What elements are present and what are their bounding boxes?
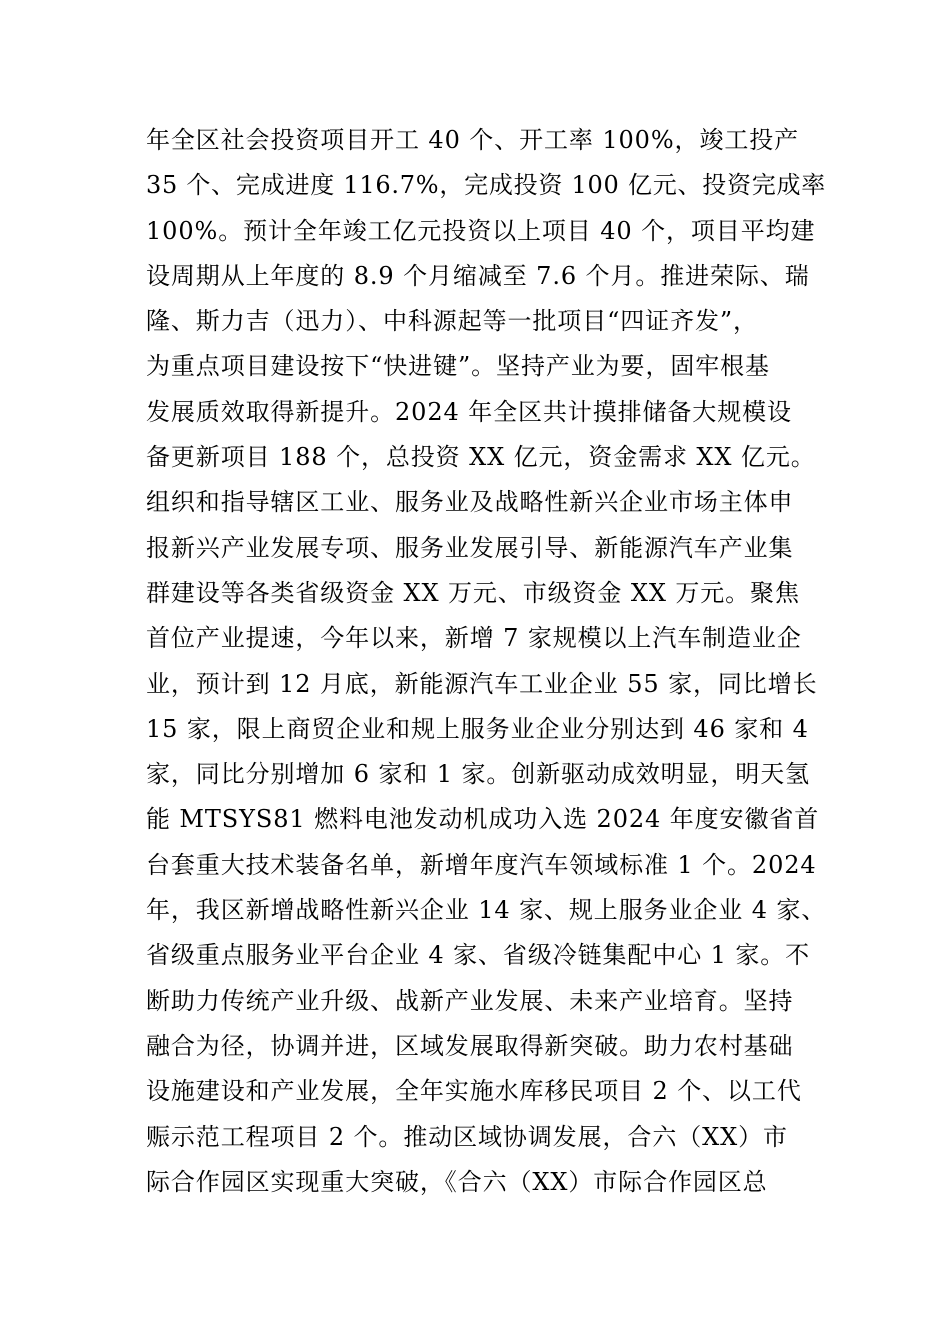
text-line: 省级重点服务业平台企业 4 家、省级冷链集配中心 1 家。不: [146, 941, 811, 970]
text-line: 年全区社会投资项目开工 40 个、开工率 100%，竣工投产: [146, 126, 800, 154]
text-line: 台套重大技术装备名单，新增年度汽车领域标准 1 个。2024: [146, 850, 817, 879]
text-line: 家，同比分别增加 6 家和 1 家。创新驱动成效明显，明天氢: [146, 760, 811, 789]
text-line: 际合作园区实现重大突破，《合六（XX）市际合作园区总: [146, 1167, 768, 1196]
text-line: 群建设等各类省级资金 XX 万元、市级资金 XX 万元。聚焦: [146, 578, 800, 607]
text-line: 赈示范工程项目 2 个。推动区域协调发展，合六（XX）市: [146, 1122, 788, 1151]
text-line: 为重点项目建设按下“快进键”。坚持产业为要，固牢根基: [146, 352, 770, 381]
body-text: [146, 118, 826, 1205]
text-line: 年，我区新增战略性新兴企业 14 家、规上服务业企业 4 家、: [146, 896, 827, 925]
text-line: 断助力传统产业升级、战新产业发展、未来产业培育。坚持: [146, 986, 794, 1015]
text-line: 15 家，限上商贸企业和规上服务业企业分别达到 46 家和 4: [146, 714, 809, 743]
text-line: 设施建设和产业发展，全年实施水库移民项目 2 个、以工代: [146, 1077, 802, 1106]
text-line: 35 个、完成进度 116.7%，完成投资 100 亿元、投资完成率: [146, 171, 826, 200]
text-line: 隆、斯力吉（迅力）、中科源起等一批项目“四证齐发”，: [146, 307, 758, 336]
text-line: 设周期从上年度的 8.9 个月缩减至 7.6 个月。推进荣际、瑞: [146, 261, 810, 290]
text-line: 备更新项目 188 个，总投资 XX 亿元，资金需求 XX 亿元。: [146, 443, 816, 472]
text-line: 业，预计到 12 月底，新能源汽车工业企业 55 家，同比增长: [146, 669, 818, 698]
text-line: 首位产业提速，今年以来，新增 7 家规模以上汽车制造业企: [146, 624, 802, 653]
text-line: 能 MTSYS81 燃料电池发动机成功入选 2024 年度安徽省首: [146, 805, 820, 834]
text-line: 融合为径，协调并进，区域发展取得新突破。助力农村基础: [146, 1031, 794, 1060]
text-line: 发展质效取得新提升。2024 年全区共计摸排储备大规模设: [146, 397, 792, 426]
text-line: 报新兴产业发展专项、服务业发展引导、新能源汽车产业集: [146, 533, 794, 562]
text-line: 100%。预计全年竣工亿元投资以上项目 40 个，项目平均建: [146, 216, 816, 245]
text-line: 组织和指导辖区工业、服务业及战略性新兴企业市场主体申: [146, 488, 794, 517]
